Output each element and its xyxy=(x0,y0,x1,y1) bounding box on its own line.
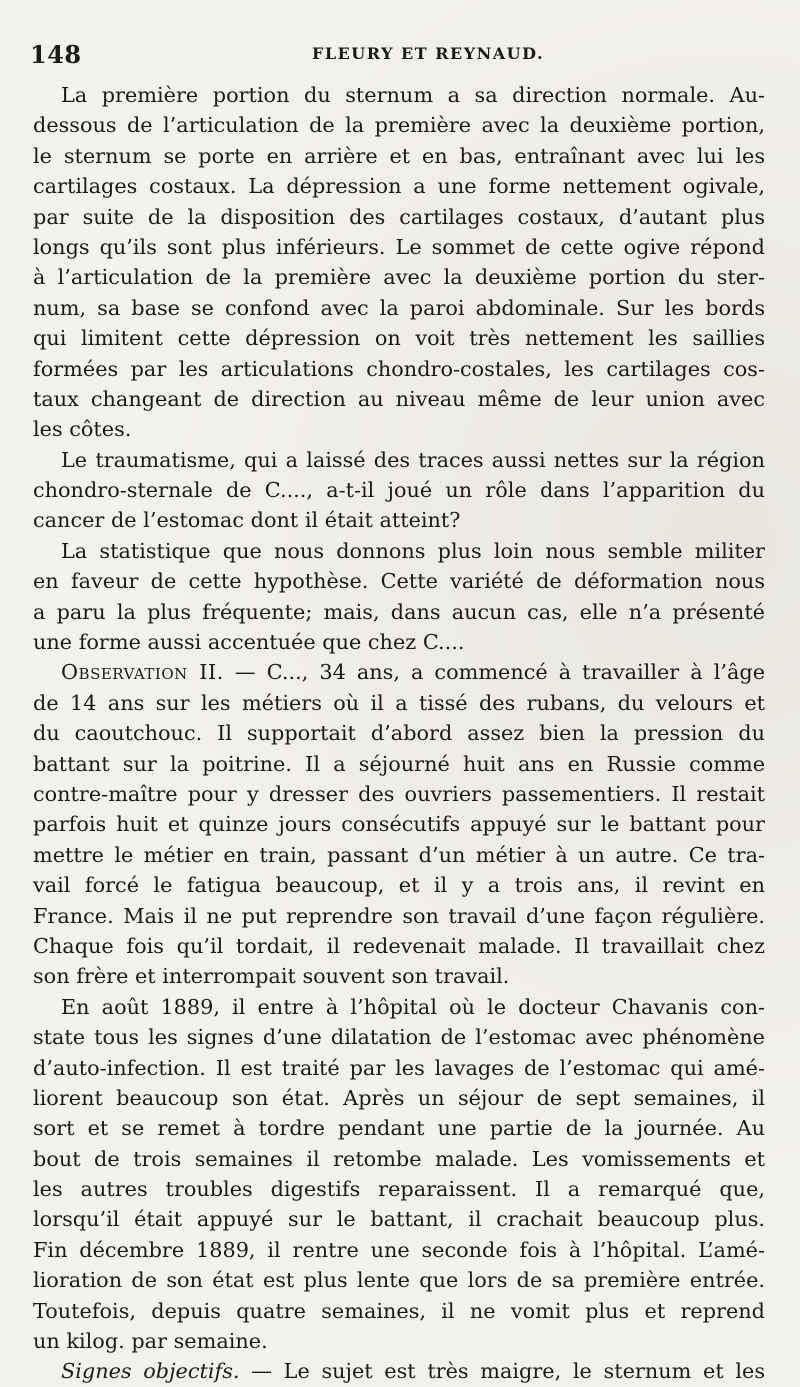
line-text: — C..., 34 ans, a commencé à travailler à l’âge xyxy=(223,660,765,685)
line-text: contre-maître pour y dresser des ouvriers passementiers. Il restait xyxy=(33,781,765,806)
text-line xyxy=(33,1053,765,1083)
text-line xyxy=(33,627,765,657)
line-text: le sternum se porte en arrière et en bas, entraînant avec lui les xyxy=(33,143,765,168)
text-line xyxy=(33,202,765,232)
text-line xyxy=(33,536,765,566)
text-line xyxy=(33,1083,765,1113)
line-text: dessous de l’articulation de la première avec la deuxième portion, xyxy=(33,113,765,138)
line-text: parfois huit et quinze jours consécutifs appuyé sur le battant pour xyxy=(33,812,765,837)
line-text: lioration de son état est plus lente que lors de sa première entrée. xyxy=(33,1268,765,1293)
text-line xyxy=(33,931,765,961)
text-line xyxy=(33,1113,765,1143)
running-head: FLEURY ET REYNAUD. xyxy=(312,44,545,63)
line-text: La statistique que nous donnons plus loin nous semble militer xyxy=(61,538,765,563)
line-text: France. Mais il ne put reprendre son travail d’une façon régulière. xyxy=(33,903,765,928)
line-text: battant sur la poitrine. Il a séjourné huit ans en Russie comme xyxy=(33,751,765,776)
body-text xyxy=(33,80,765,1387)
text-line xyxy=(33,657,765,687)
line-text: a paru la plus fréquente; mais, dans aucun cas, elle n’a présenté xyxy=(33,599,765,624)
text-line xyxy=(33,171,765,201)
text-line xyxy=(33,323,765,353)
text-line xyxy=(33,809,765,839)
line-text: Fin décembre 1889, il rentre une seconde fois à l’hôpital. L’amé- xyxy=(33,1237,765,1262)
line-text: La première portion du sternum a sa direction normale. Au- xyxy=(61,83,765,107)
line-text: formées par les articulations chondro-costales, les cartilages cos- xyxy=(33,356,765,381)
text-line xyxy=(33,1265,765,1295)
line-text: — Le sujet est très maigre, le sternum et les xyxy=(239,1359,765,1384)
text-line xyxy=(33,232,765,262)
line-text: taux changeant de direction au niveau même de leur union avec xyxy=(33,386,765,411)
text-line xyxy=(33,475,765,505)
line-text: liorent beaucoup son état. Après un séjour de sept semaines, il xyxy=(33,1085,765,1110)
line-text: un kilog. par semaine. xyxy=(33,1329,268,1354)
text-line xyxy=(33,1235,765,1265)
observation-heading: Observation II. xyxy=(61,660,224,685)
line-text: qui limitent cette dépression on voit très nettement les saillies xyxy=(33,326,765,351)
line-text: les côtes. xyxy=(33,417,132,442)
line-text: en faveur de cette hypothèse. Cette variété de déformation nous xyxy=(33,569,765,594)
line-text: à l’articulation de la première avec la deuxième portion du ster- xyxy=(33,265,765,290)
text-line xyxy=(33,597,765,627)
section-heading: Signes objectifs. xyxy=(61,1359,240,1384)
line-text: du caoutchouc. Il supportait d’abord assez bien la pression du xyxy=(33,721,765,746)
line-text: Le traumatisme, qui a laissé des traces aussi nettes sur la région xyxy=(61,447,765,472)
line-text: lorsqu’il était appuyé sur le battant, il crachait beaucoup plus. xyxy=(33,1207,765,1232)
line-text: Chaque fois qu’il tordait, il redevenait malade. Il travaillait chez xyxy=(33,933,765,958)
text-line xyxy=(33,80,765,110)
line-text: cancer de l’estomac dont il était atteint? xyxy=(33,508,461,533)
text-line xyxy=(33,1326,765,1356)
line-text: En août 1889, il entre à l’hôpital où le docteur Chavanis con- xyxy=(61,994,765,1019)
text-line xyxy=(33,445,765,475)
text-line xyxy=(33,566,765,596)
text-line xyxy=(33,992,765,1022)
text-line xyxy=(33,749,765,779)
page-header xyxy=(30,40,760,70)
text-line xyxy=(33,901,765,931)
text-line xyxy=(33,1296,765,1326)
line-text: son frère et interrompait souvent son travail. xyxy=(33,964,510,989)
text-line xyxy=(33,110,765,140)
line-text: num, sa base se confond avec la paroi abdominale. Sur les bords xyxy=(33,295,765,320)
text-line xyxy=(33,779,765,809)
text-line xyxy=(33,688,765,718)
text-line xyxy=(33,505,765,535)
page-number: 148 xyxy=(30,40,82,69)
text-line xyxy=(33,384,765,414)
text-line xyxy=(33,414,765,444)
line-text: vail forcé le fatigua beaucoup, et il y a trois ans, il revint en xyxy=(33,873,765,898)
line-text: longs qu’ils sont plus inférieurs. Le sommet de cette ogive répond xyxy=(33,234,765,259)
line-text: sort et se remet à tordre pendant une partie de la journée. Au xyxy=(33,1116,765,1141)
text-line xyxy=(33,870,765,900)
text-line xyxy=(33,1022,765,1052)
text-line xyxy=(33,1144,765,1174)
line-text: Toutefois, depuis quatre semaines, il ne vomit plus et reprend xyxy=(33,1298,765,1323)
text-line xyxy=(33,1204,765,1234)
line-text: cartilages costaux. La dépression a une forme nettement ogivale, xyxy=(33,174,765,199)
text-line xyxy=(33,840,765,870)
line-text: bout de trois semaines il retombe malade. Les vomissements et xyxy=(33,1146,765,1171)
text-line xyxy=(33,961,765,991)
line-text: de 14 ans sur les métiers où il a tissé des rubans, du velours et xyxy=(33,690,765,715)
text-line xyxy=(33,718,765,748)
line-text: par suite de la disposition des cartilages costaux, d’autant plus xyxy=(33,204,765,229)
text-line xyxy=(33,293,765,323)
line-text: d’auto-infection. Il est traité par les lavages de l’estomac qui amé- xyxy=(33,1055,765,1080)
line-text: une forme aussi accentuée que chez C.... xyxy=(33,630,465,655)
line-text: chondro-sternale de C...., a-t-il joué un rôle dans l’apparition du xyxy=(33,478,765,503)
text-line xyxy=(33,262,765,292)
line-text: les autres troubles digestifs reparaissent. Il a remarqué que, xyxy=(33,1177,765,1202)
line-text: mettre le métier en train, passant d’un métier à un autre. Ce tra- xyxy=(33,842,765,867)
text-line xyxy=(33,1174,765,1204)
text-line xyxy=(33,354,765,384)
line-text: state tous les signes d’une dilatation de l’estomac avec phénomène xyxy=(33,1025,765,1050)
text-line xyxy=(33,1356,765,1386)
text-line xyxy=(33,141,765,171)
